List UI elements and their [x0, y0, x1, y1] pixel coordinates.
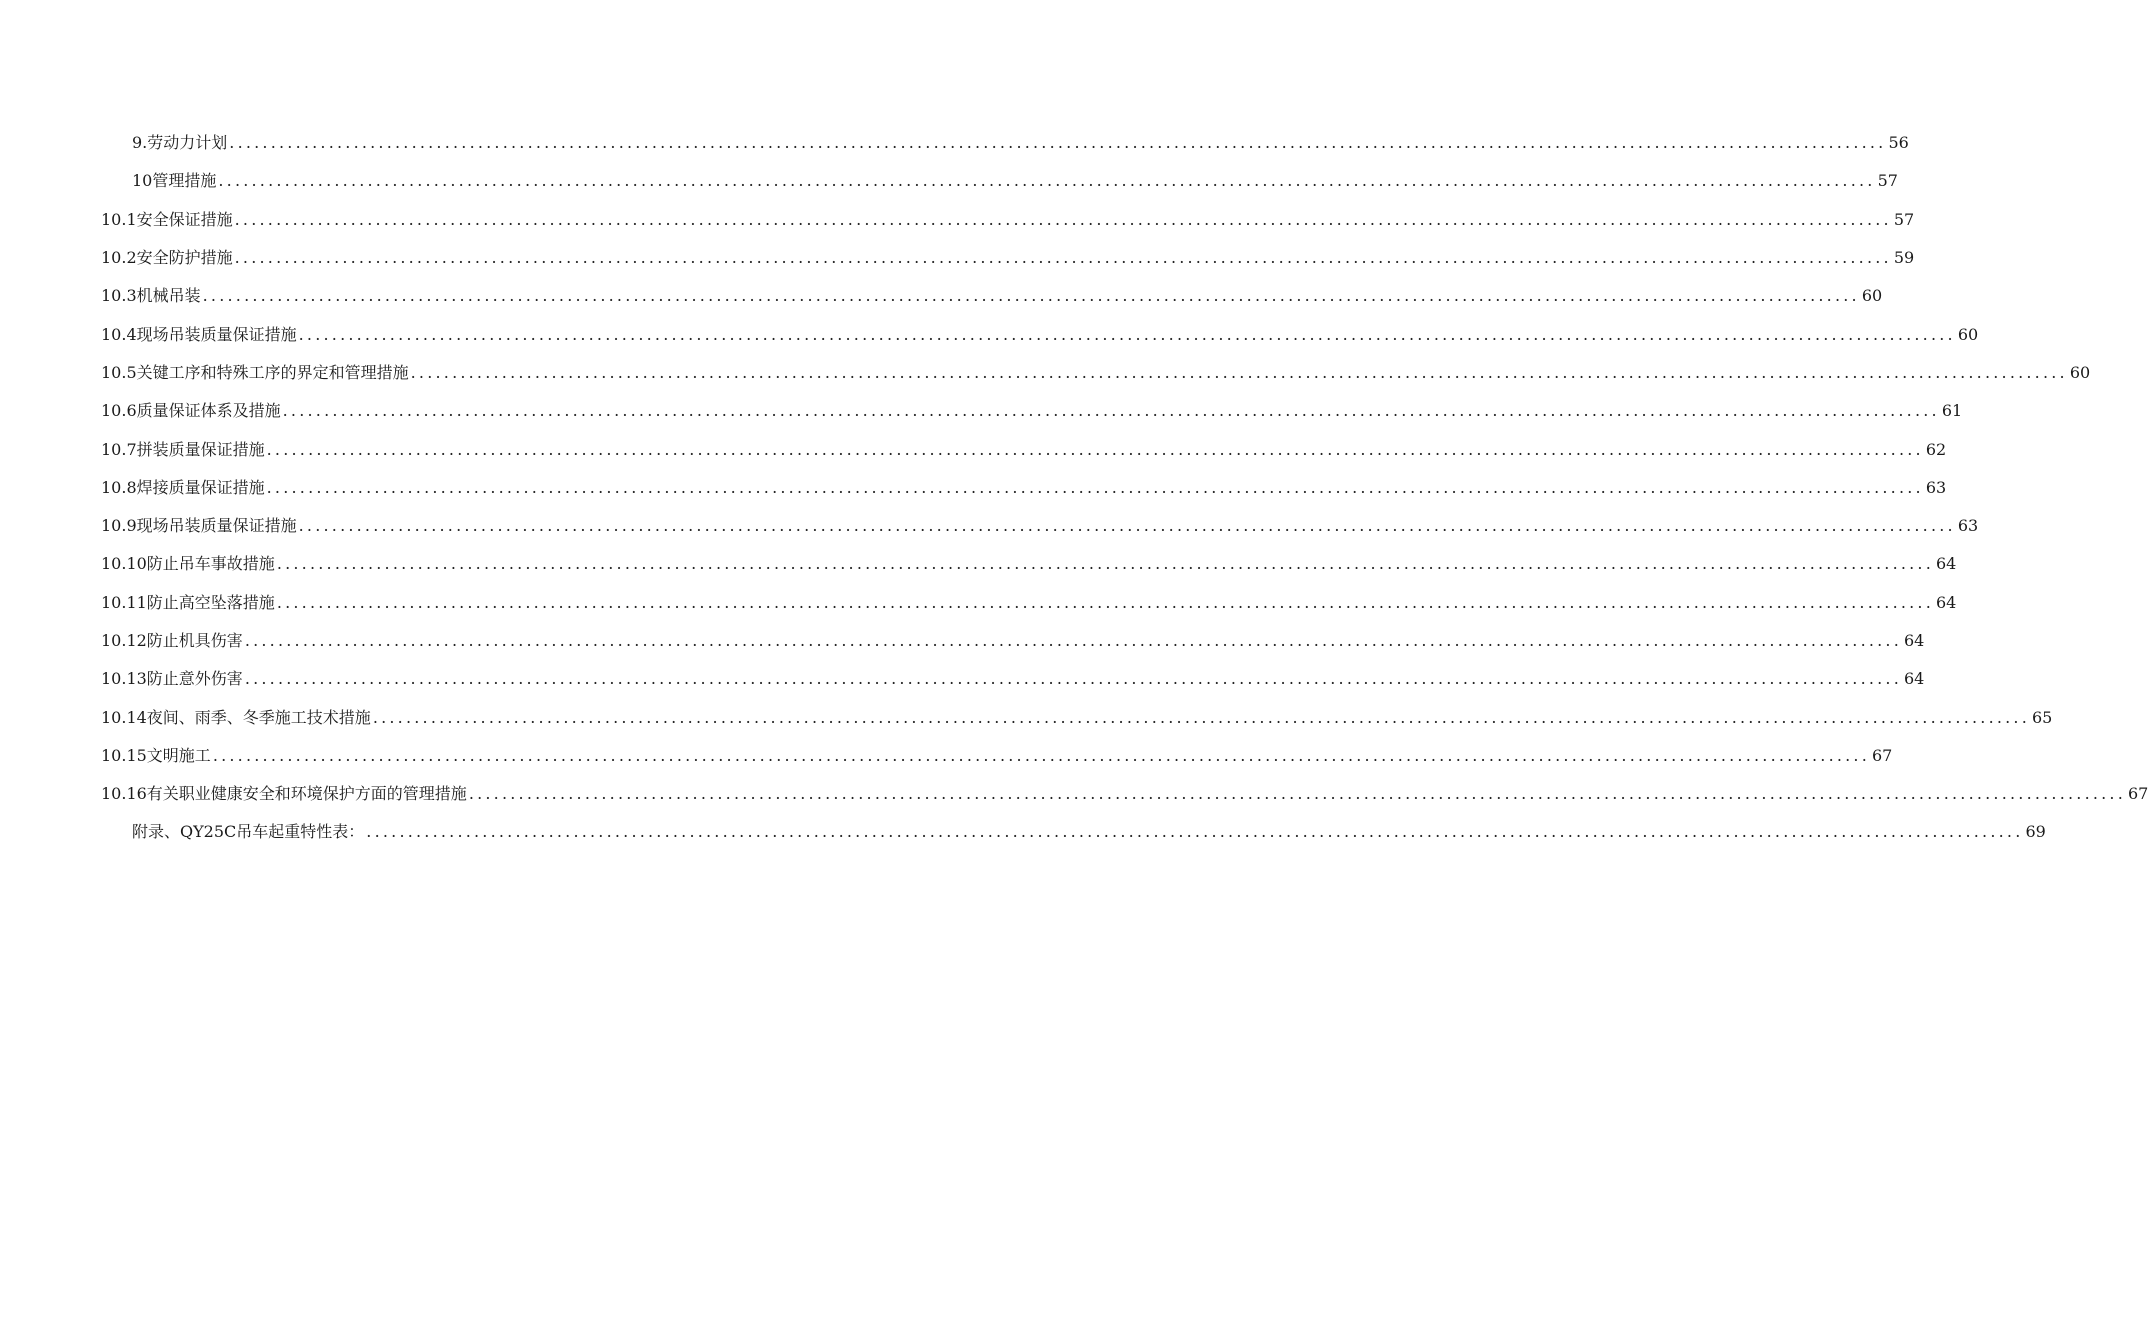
toc-entry-page-number: 61 — [1941, 401, 1963, 421]
toc-entry[interactable] — [0, 507, 1979, 545]
toc-entry[interactable] — [0, 354, 2091, 392]
dot-leader: ........................................................................................................................................................................................................ — [234, 248, 1892, 268]
toc-entry-label: 10.3机械吊装 — [101, 286, 201, 306]
toc-entry-page-number: 62 — [1925, 439, 1947, 459]
toc-entry[interactable] — [0, 201, 1915, 239]
dot-leader: ........................................................................................................................................................................................................ — [372, 707, 2030, 727]
toc-entry-label: 10.6质量保证体系及措施 — [101, 401, 281, 421]
toc-entry[interactable] — [0, 737, 1893, 775]
toc-entry-label: 10.2安全防护措施 — [101, 248, 233, 268]
toc-entry-page-number: 63 — [1957, 516, 1979, 536]
toc-entry[interactable] — [0, 124, 1909, 162]
toc-entry-page-number: 69 — [2025, 822, 2046, 842]
toc-entry-page-number: 64 — [1936, 554, 1957, 574]
dot-leader: ........................................................................................................................................................................................................ — [218, 171, 1876, 191]
toc-entry-label: 10.10防止吊车事故措施 — [101, 554, 275, 574]
dot-leader: ........................................................................................................................................................................................................ — [366, 822, 2024, 842]
dot-leader: ........................................................................................................................................................................................................ — [298, 516, 1956, 536]
toc-entry-page-number: 67 — [2128, 784, 2148, 804]
toc-entry-page-number: 60 — [1861, 286, 1883, 306]
toc-entry[interactable] — [0, 584, 1957, 622]
dot-leader: ........................................................................................................................................................................................................ — [282, 401, 1940, 421]
dot-leader: ........................................................................................................................................................................................................ — [244, 631, 1902, 650]
toc-entry-label: 10.12防止机具伤害 — [101, 631, 243, 650]
dot-leader: ........................................................................................................................................................................................................ — [410, 362, 2068, 382]
toc-entry[interactable] — [0, 430, 1947, 468]
dot-leader: ........................................................................................................................................................................................................ — [266, 477, 1924, 497]
toc-entry-page-number: 56 — [1888, 133, 1909, 153]
toc-entry-label: 10.11防止高空坠落措施 — [101, 592, 275, 612]
dot-leader: ........................................................................................................................................................................................................ — [276, 592, 1934, 612]
toc-entry-label: 10.1安全保证措施 — [101, 209, 233, 229]
toc-entry-page-number: 67 — [1872, 745, 1893, 765]
toc-entry-page-number: 57 — [1893, 209, 1915, 229]
toc-entry-label: 10管理措施 — [132, 171, 217, 191]
toc-entry-page-number: 64 — [1904, 669, 1925, 689]
toc-entry[interactable] — [0, 469, 1947, 507]
toc-entry[interactable] — [0, 775, 2148, 813]
toc-entry[interactable] — [0, 622, 1925, 660]
toc-entry-label: 10.15文明施工 — [101, 745, 211, 765]
toc-entry-label: 附录、QY25C吊车起重特性表： — [132, 822, 365, 842]
toc-entry[interactable] — [0, 392, 1963, 430]
toc-entry-label: 10.16有关职业健康安全和环境保护方面的管理措施 — [101, 784, 467, 804]
dot-leader: ........................................................................................................................................................................................................ — [234, 209, 1892, 229]
dot-leader: ........................................................................................................................................................................................................ — [244, 669, 1902, 689]
toc-entry[interactable] — [0, 660, 1925, 698]
toc-entry[interactable] — [0, 813, 2046, 851]
dot-leader: ........................................................................................................................................................................................................ — [266, 439, 1924, 459]
toc-entry-label: 9.劳动力计划 — [132, 133, 228, 153]
toc-entry[interactable] — [0, 162, 1898, 200]
dot-leader: ........................................................................................................................................................................................................ — [212, 745, 1870, 765]
toc-entry-label: 10.8焊接质量保证措施 — [101, 477, 265, 497]
dot-leader: ........................................................................................................................................................................................................ — [229, 133, 1887, 153]
toc-entry-page-number: 57 — [1877, 171, 1898, 191]
toc-entry-label: 10.4现场吊装质量保证措施 — [101, 324, 297, 344]
toc-entry[interactable] — [0, 698, 2053, 736]
toc-entry-label: 10.14夜间、雨季、冬季施工技术措施 — [101, 707, 371, 727]
toc-entry-label: 10.7拼装质量保证措施 — [101, 439, 265, 459]
toc-entry-page-number: 64 — [1936, 592, 1957, 612]
dot-leader: ........................................................................................................................................................................................................ — [276, 554, 1934, 574]
toc-entry-label: 10.9现场吊装质量保证措施 — [101, 516, 297, 536]
table-of-contents — [0, 124, 2148, 852]
toc-entry-page-number: 59 — [1893, 248, 1915, 268]
toc-entry[interactable] — [0, 277, 1883, 315]
toc-entry-page-number: 60 — [2069, 362, 2091, 382]
toc-entry[interactable] — [0, 239, 1915, 277]
toc-entry[interactable] — [0, 315, 1979, 353]
toc-entry[interactable] — [0, 545, 1957, 583]
toc-entry-page-number: 65 — [2032, 707, 2053, 727]
toc-entry-label: 10.13防止意外伤害 — [101, 669, 243, 689]
dot-leader: ........................................................................................................................................................................................................ — [298, 324, 1956, 344]
toc-entry-page-number: 60 — [1957, 324, 1979, 344]
toc-entry-page-number: 63 — [1925, 477, 1947, 497]
toc-entry-page-number: 64 — [1904, 631, 1925, 650]
toc-entry-label: 10.5关键工序和特殊工序的界定和管理措施 — [101, 362, 409, 382]
dot-leader: ........................................................................................................................................................................................................ — [468, 784, 2126, 804]
dot-leader: ........................................................................................................................................................................................................ — [202, 286, 1860, 306]
